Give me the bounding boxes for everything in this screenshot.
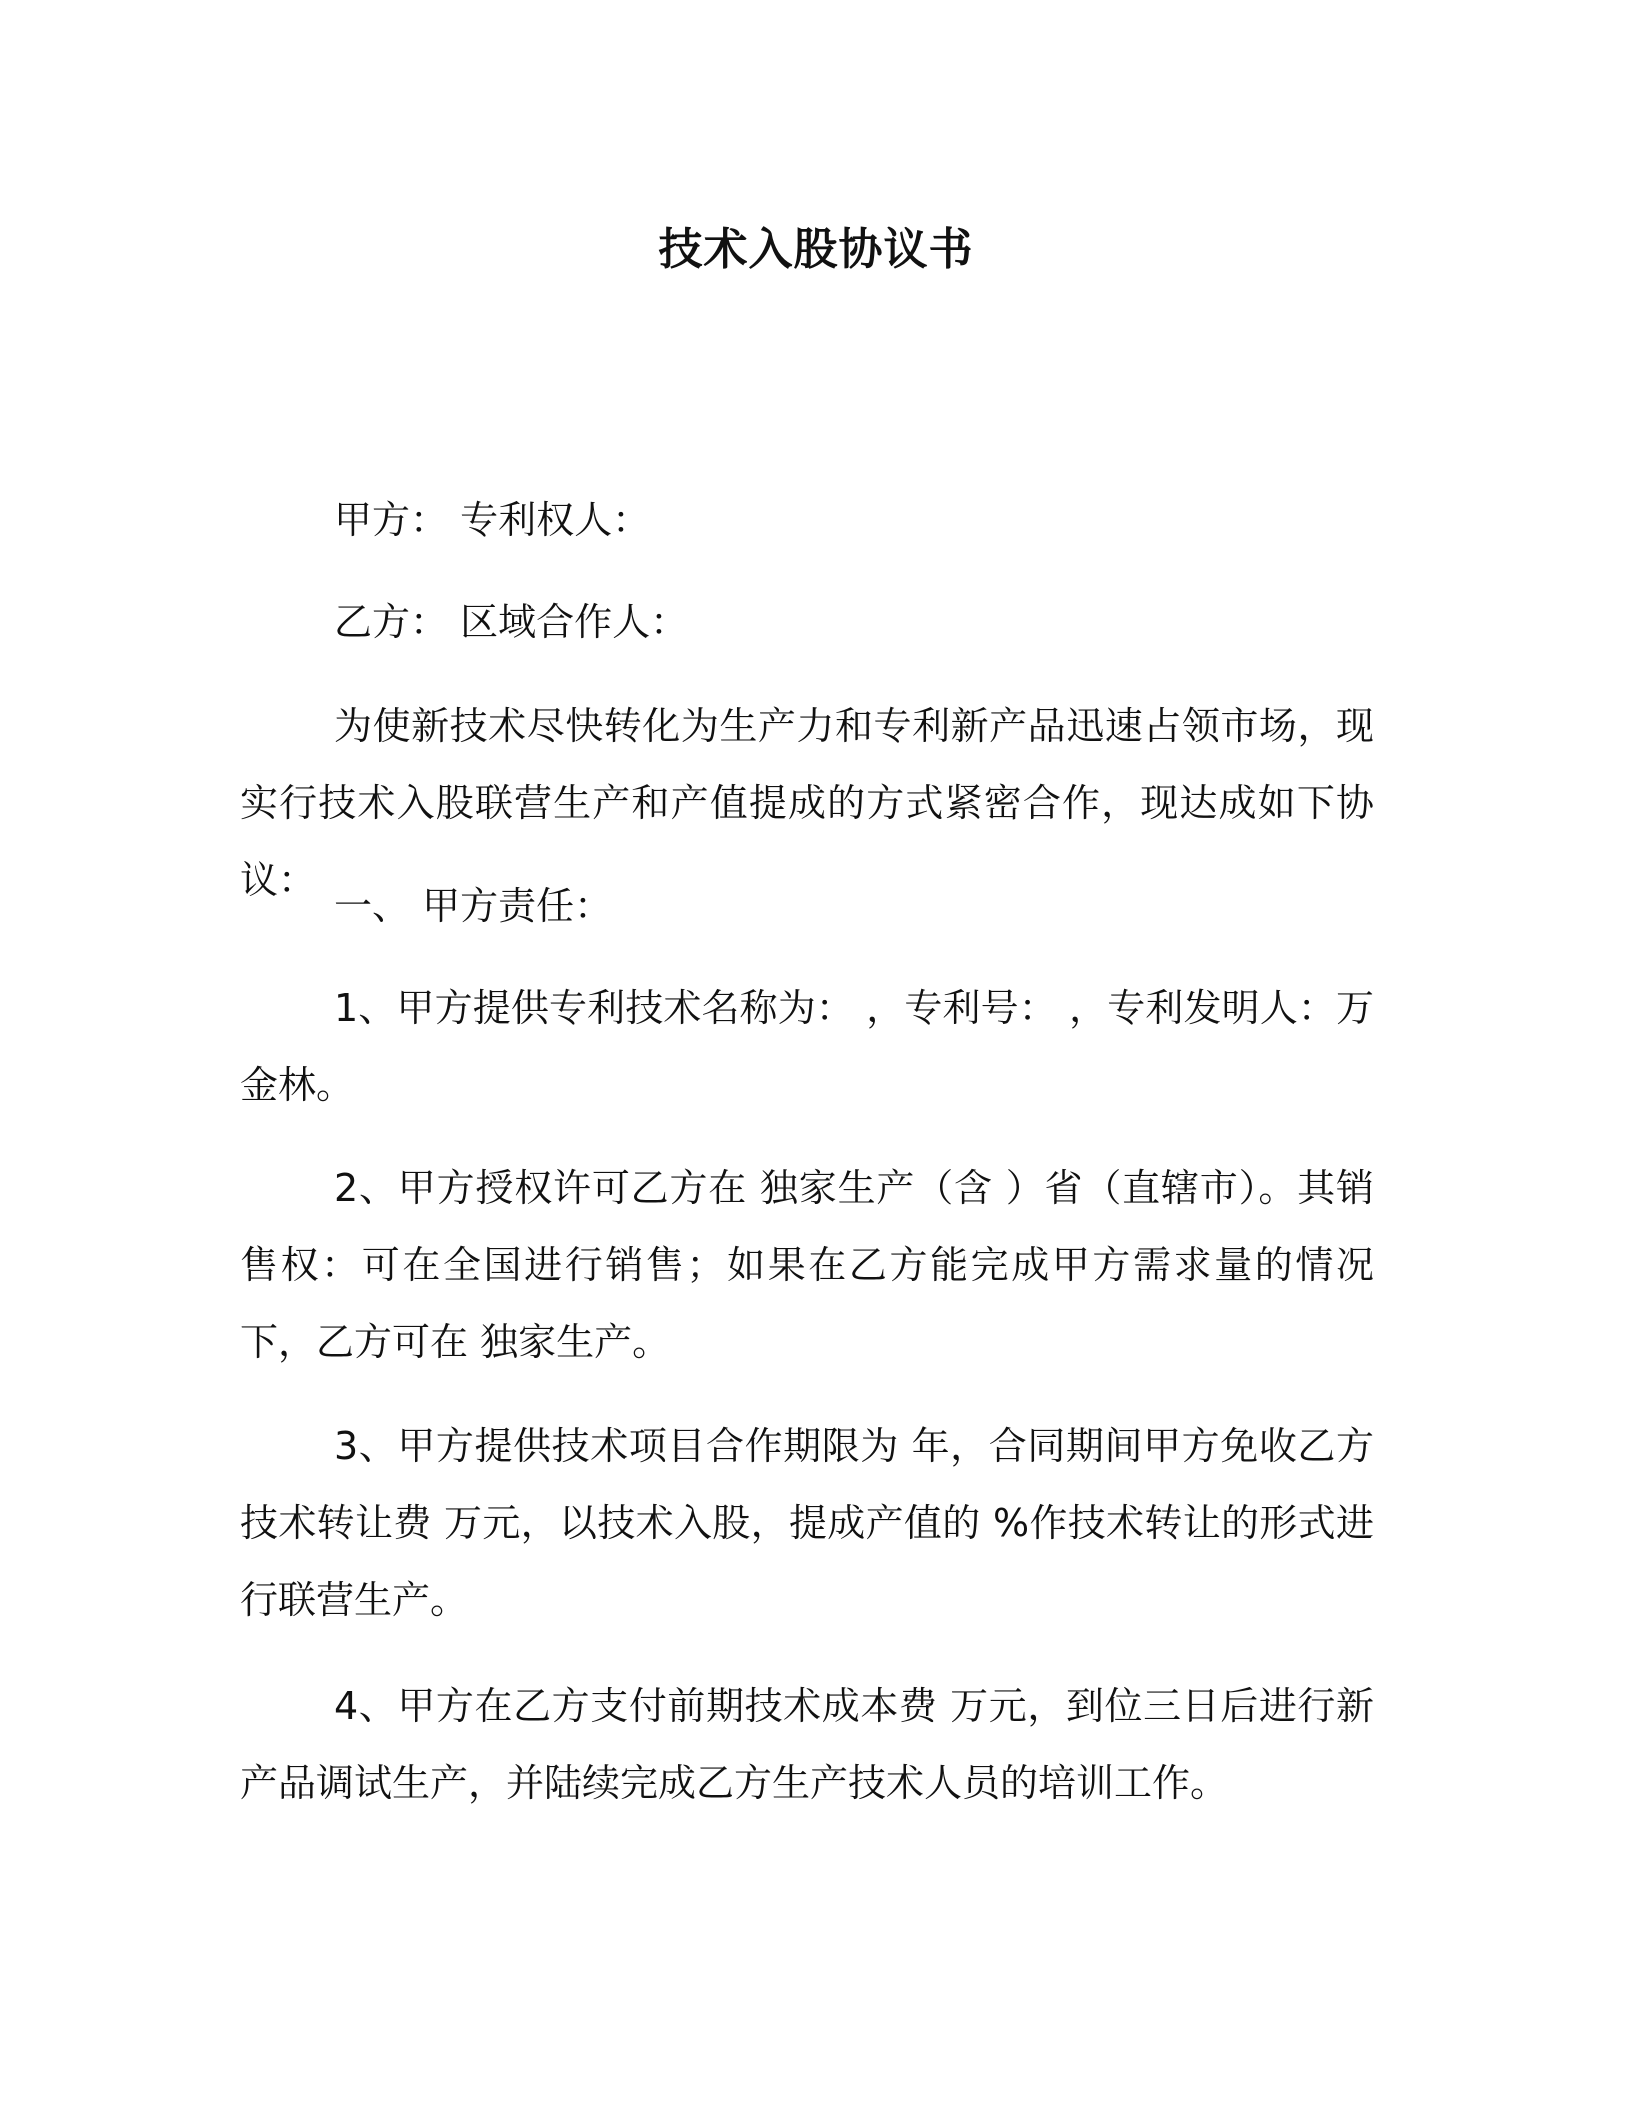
intro-paragraph: 为使新技术尽快转化为生产力和专利新产品迅速占领市场，现实行技术入股联营生产和产值提成的方式紧密合作，现达成如下协议： xyxy=(240,704,1374,902)
clause-2: 2、甲方授权许可乙方在 独家生产（含 ）省（直辖市）。其销售权：可在全国进行销售；如果在乙方能完成甲方需求量的情况下，乙方可在 独家生产。 xyxy=(240,1166,1374,1364)
clause-3: 3、甲方提供技术项目合作期限为 年，合同期间甲方免收乙方技术转让费 万元，以技术入股，提成产值的 %作技术转让的形式进行联营生产。 xyxy=(240,1424,1374,1622)
party-a-line: 甲方： 专利权人： xyxy=(334,498,651,542)
document-title: 技术入股协议书 xyxy=(658,224,974,275)
section-heading-party-a-duties: 一、 甲方责任： xyxy=(334,884,613,928)
party-b-line: 乙方： 区域合作人： xyxy=(334,600,689,644)
clause-1: 1、甲方提供专利技术名称为： ，专利号： ，专利发明人：万金林。 xyxy=(240,986,1374,1107)
clause-4: 4、甲方在乙方支付前期技术成本费 万元，到位三日后进行新产品调试生产，并陆续完成乙方生产技术人员的培训工作。 xyxy=(240,1684,1374,1805)
